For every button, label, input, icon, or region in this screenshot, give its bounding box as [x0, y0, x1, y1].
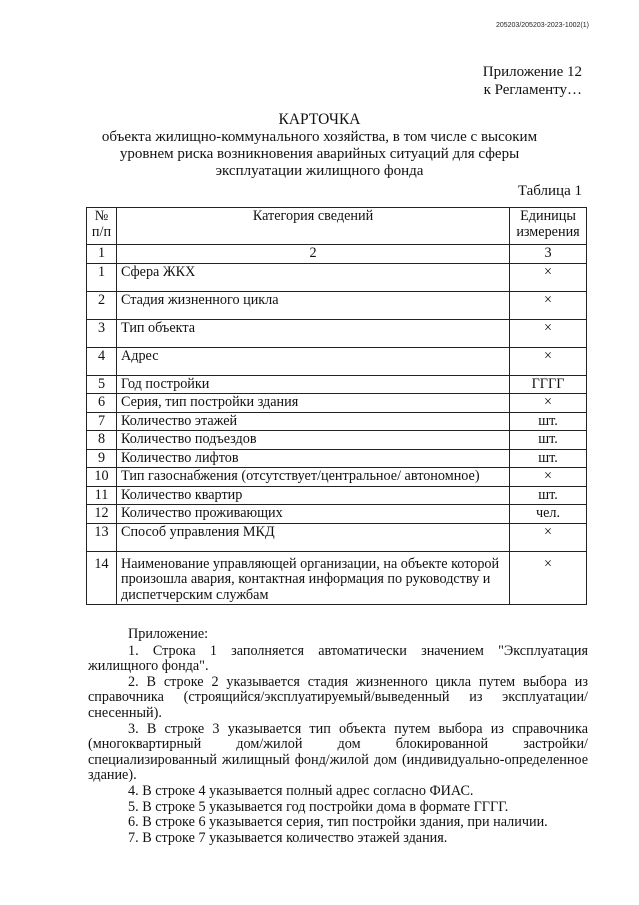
row-number: 9	[87, 449, 117, 468]
card-table	[86, 207, 587, 605]
row-unit: ×	[510, 347, 587, 375]
title-main: КАРТОЧКА	[278, 111, 361, 128]
column-number: 3	[510, 245, 587, 264]
notes-heading: Приложение:	[128, 626, 209, 642]
table-row	[87, 263, 587, 291]
row-unit: шт.	[510, 486, 587, 505]
note-item: 3. В строке 3 указывается тип объекта путем выбора из справочника (многоквартирный дом/жилой дом блокированной застройки/специализированный жилищный фонд/жилой дом (индивидуально-определенное здание).	[88, 720, 588, 784]
table-row	[87, 347, 587, 375]
table-header-row	[87, 208, 587, 245]
row-number: 13	[87, 523, 117, 551]
appendix-line-2: к Регламенту…	[483, 82, 582, 98]
note-item: 2. В строке 2 указывается стадия жизненного цикла путем выбора из справочника (строящийся/эксплуатируемый/выведенный из эксплуатации/снесенный).	[88, 673, 588, 721]
document-title	[0, 111, 639, 180]
header-unit-line-2: измерения	[516, 223, 580, 240]
note-item: 5. В строке 5 указывается год постройки дома в формате ГГГГ.	[128, 798, 509, 815]
header-category: Категория сведений	[117, 208, 510, 245]
row-unit: ×	[510, 319, 587, 347]
header-number-line-1: №	[94, 208, 109, 224]
title-line-1: объекта жилищно-коммунального хозяйства, в том числе с высоким	[101, 129, 538, 145]
table-row	[87, 412, 587, 431]
header-unit-line-1: Единицы	[520, 208, 576, 224]
table-row	[87, 449, 587, 468]
note-item: 6. В строке 6 указывается серия, тип постройки здания, при наличии.	[128, 814, 548, 831]
row-unit: шт.	[510, 412, 587, 431]
notes-section	[88, 627, 588, 846]
row-number: 5	[87, 375, 117, 394]
header-number	[87, 208, 117, 245]
note-item: 7. В строке 7 указывается количество этажей здания.	[128, 829, 448, 846]
table-row	[87, 486, 587, 505]
table-row	[87, 551, 587, 605]
header-number-line-2: п/п	[91, 223, 112, 240]
row-unit: ×	[510, 551, 587, 605]
column-number: 2	[117, 245, 510, 264]
title-line-2: уровнем риска возникновения аварийных ситуаций для сферы	[119, 146, 520, 162]
table-row	[87, 394, 587, 413]
table-row	[87, 375, 587, 394]
row-category: Количество квартир	[117, 486, 510, 505]
row-unit: шт.	[510, 431, 587, 450]
row-number: 2	[87, 291, 117, 319]
row-unit: ×	[510, 523, 587, 551]
row-number: 14	[87, 551, 117, 605]
appendix-reference	[483, 63, 582, 99]
row-unit: ×	[510, 263, 587, 291]
row-number: 11	[87, 486, 117, 505]
table-row	[87, 505, 587, 524]
row-unit: шт.	[510, 449, 587, 468]
header-unit	[510, 208, 587, 245]
row-category: Количество проживающих	[117, 505, 510, 524]
row-unit: ГГГГ	[510, 375, 587, 394]
note-item: 4. В строке 4 указывается полный адрес согласно ФИАС.	[128, 782, 474, 799]
appendix-line-1: Приложение 12	[482, 64, 582, 80]
row-number: 12	[87, 505, 117, 524]
column-number: 1	[87, 245, 117, 264]
row-category: Количество лифтов	[117, 449, 510, 468]
document-number: 205203/205203-2023-1002(1)	[495, 22, 589, 29]
row-unit: ×	[510, 291, 587, 319]
row-category: Количество подъездов	[117, 431, 510, 450]
table-row	[87, 523, 587, 551]
row-number: 7	[87, 412, 117, 431]
row-category: Тип газоснабжения (отсутствует/центральное/ автономное)	[117, 468, 510, 487]
table-row	[87, 319, 587, 347]
row-number: 1	[87, 263, 117, 291]
row-category: Год постройки	[117, 375, 510, 394]
row-category: Стадия жизненного цикла	[117, 291, 510, 319]
row-category: Сфера ЖКХ	[117, 263, 510, 291]
row-number: 10	[87, 468, 117, 487]
row-number: 3	[87, 319, 117, 347]
row-unit: чел.	[510, 505, 587, 524]
row-unit: ×	[510, 468, 587, 487]
row-category: Способ управления МКД	[117, 523, 510, 551]
row-category: Наименование управляющей организации, на объекте которой произошла авария, контактная информация по руководству и диспетчерским службам	[117, 551, 510, 605]
column-number-row	[87, 245, 587, 264]
title-line-3: эксплуатации жилищного фонда	[215, 163, 424, 179]
table-row	[87, 291, 587, 319]
row-number: 6	[87, 394, 117, 413]
row-category: Количество этажей	[117, 412, 510, 431]
row-unit: ×	[510, 394, 587, 413]
note-item: 1. Строка 1 заполняется автоматически значением "Эксплуатация жилищного фонда".	[88, 642, 588, 675]
row-category: Серия, тип постройки здания	[117, 394, 510, 413]
row-number: 8	[87, 431, 117, 450]
table-label: Таблица 1	[517, 183, 582, 199]
row-category: Адрес	[117, 347, 510, 375]
row-number: 4	[87, 347, 117, 375]
row-category: Тип объекта	[117, 319, 510, 347]
table-row	[87, 431, 587, 450]
table-row	[87, 468, 587, 487]
